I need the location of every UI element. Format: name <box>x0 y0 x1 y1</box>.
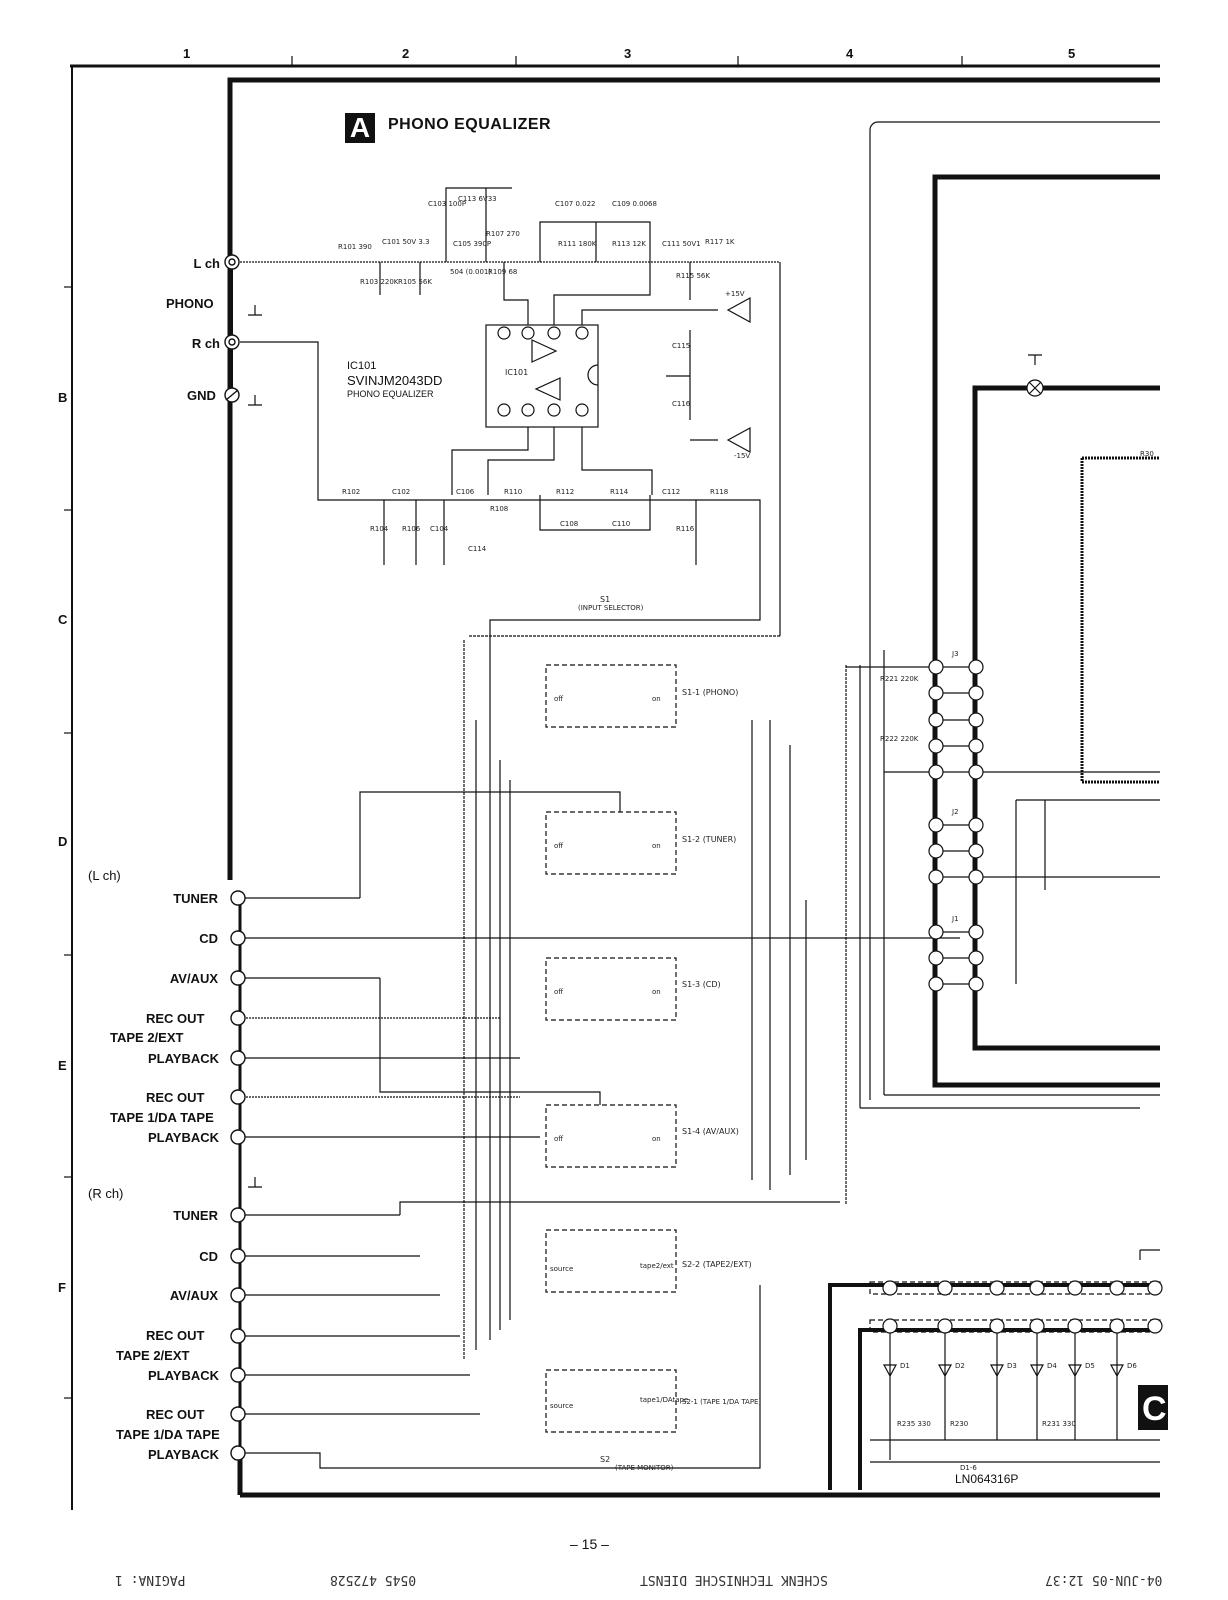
j2-label: J2 <box>952 808 959 816</box>
phono-rch-label: R ch <box>191 336 220 351</box>
footer-company: SCHENK TECHNISCHE DIENST <box>640 1572 828 1587</box>
lch-avaux: AV/AUX <box>169 971 218 986</box>
footer-phone: 0545 472528 <box>330 1572 417 1587</box>
led-d1: D1 <box>900 1362 910 1370</box>
rch-header: (R ch) <box>88 1186 124 1201</box>
s1-2-on: on <box>652 842 661 850</box>
c116-label: C116 <box>672 400 691 408</box>
gnd-label: GND <box>187 388 216 403</box>
lch-tape1da: TAPE 1/DA TAPE <box>110 1110 214 1125</box>
r107-label: R107 270 <box>486 230 520 238</box>
rch-avaux: AV/AUX <box>169 1288 218 1303</box>
corner-badge-letter: C <box>1142 1390 1167 1428</box>
r116-label: R116 <box>676 525 695 533</box>
grid-col-5: 5 <box>1068 46 1076 61</box>
r111-label: R111 180K <box>558 240 597 248</box>
r105-label: R105 56K <box>398 278 432 286</box>
s2-1-source: source <box>550 1402 574 1410</box>
r106-label: R106 <box>402 525 421 533</box>
c104-label: 504 (0.001) <box>450 268 492 276</box>
grid-row-b: B <box>58 390 68 405</box>
grid-col-3: 3 <box>624 46 632 61</box>
c113-label: C113 6V33 <box>458 195 497 203</box>
r117-label: R117 1K <box>705 238 735 246</box>
r101-label: R101 390 <box>338 243 372 251</box>
s1-4-label: S1-4 (AV/AUX) <box>682 1127 739 1136</box>
c107-label: C107 0.022 <box>555 200 596 208</box>
ic-ref: IC101 <box>347 360 377 372</box>
r103-label: R103 220K <box>360 278 399 286</box>
rch-playback-2: PLAYBACK <box>148 1447 220 1462</box>
rch-tuner: TUNER <box>173 1208 218 1223</box>
lch-playback-1: PLAYBACK <box>148 1051 220 1066</box>
lch-tuner: TUNER <box>173 891 218 906</box>
footer-timestamp: 04-JUN-05 12:37 <box>1045 1572 1163 1587</box>
r231-label: R231 330 <box>1042 1420 1076 1428</box>
r114-label: R114 <box>610 488 629 496</box>
footer-page: PAGINA: 1 <box>115 1572 186 1587</box>
grid-col-1: 1 <box>183 46 191 61</box>
ic-function: PHONO EQUALIZER <box>347 389 434 399</box>
c101-label: C101 50V 3.3 <box>382 238 430 246</box>
plus15-label: +15V <box>725 290 745 298</box>
s2-subtitle: (TAPE MONITOR) <box>615 1464 674 1472</box>
grid-row-d: D <box>58 834 68 849</box>
c105-label: C105 390P <box>453 240 492 248</box>
led-ref: D1-6 <box>960 1464 977 1472</box>
rch-tape2ext: TAPE 2/EXT <box>116 1348 190 1363</box>
led-part-number: LN064316P <box>955 1472 1019 1486</box>
grid-col-4: 4 <box>846 46 854 61</box>
ic-body-label: IC101 <box>505 368 529 377</box>
lch-header: (L ch) <box>88 868 121 883</box>
c110-label: C110 <box>612 520 631 528</box>
c114-label: C114 <box>468 545 487 553</box>
r108-label: R108 <box>490 505 509 513</box>
s1-2-off: off <box>554 842 564 850</box>
s1-1-on: on <box>652 695 661 703</box>
minus15-label: -15V <box>734 452 751 460</box>
led-d2: D2 <box>955 1362 965 1370</box>
r109-label: R109 68 <box>488 268 518 276</box>
r118-label: R118 <box>710 488 729 496</box>
grid-col-2: 2 <box>402 46 410 61</box>
rch-recout-1: REC OUT <box>146 1328 205 1343</box>
led-d4: D4 <box>1047 1362 1057 1370</box>
j3-label: J3 <box>952 650 959 658</box>
lch-playback-2: PLAYBACK <box>148 1130 220 1145</box>
grid-row-c: C <box>58 612 68 627</box>
r221-label: R221 220K <box>880 675 919 683</box>
r112-label: R112 <box>556 488 575 496</box>
phono-label: PHONO <box>166 296 214 311</box>
c106-label: C106 <box>456 488 475 496</box>
c115-label: C115 <box>672 342 691 350</box>
led-d6: D6 <box>1127 1362 1137 1370</box>
lch-recout-2: REC OUT <box>146 1090 205 1105</box>
s1-1-label: S1-1 (PHONO) <box>682 688 739 697</box>
lch-tape2ext: TAPE 2/EXT <box>110 1030 184 1045</box>
r102-label: R102 <box>342 488 361 496</box>
s2-2-source: source <box>550 1265 574 1273</box>
r30-label: R30 <box>1140 450 1154 458</box>
s1-3-on: on <box>652 988 661 996</box>
page-number: – 15 – <box>570 1536 609 1552</box>
lch-recout-1: REC OUT <box>146 1011 205 1026</box>
s2-title: S2 <box>600 1455 611 1464</box>
section-title: PHONO EQUALIZER <box>388 116 552 133</box>
r104-label: R104 <box>370 525 389 533</box>
ic-part: SVINJM2043DD <box>347 373 443 388</box>
s1-subtitle: (INPUT SELECTOR) <box>578 604 644 612</box>
s2-2-label: S2-2 (TAPE2/EXT) <box>682 1260 752 1269</box>
led-d3: D3 <box>1007 1362 1017 1370</box>
s2-2-tape2ext: tape2/ext <box>640 1262 674 1270</box>
r113-label: R113 12K <box>612 240 646 248</box>
grid-row-f: F <box>58 1280 66 1295</box>
phono-lch-label: L ch <box>193 256 220 271</box>
rch-cd: CD <box>199 1249 218 1264</box>
c111-label: C111 50V1 <box>662 240 701 248</box>
s1-2-label: S1-2 (TUNER) <box>682 835 737 844</box>
rch-recout-2: REC OUT <box>146 1407 205 1422</box>
c108-label: C108 <box>560 520 579 528</box>
r115-label: R115 56K <box>676 272 710 280</box>
c109-label: C109 0.0068 <box>612 200 657 208</box>
c102-label: C102 <box>392 488 411 496</box>
rch-playback-1: PLAYBACK <box>148 1368 220 1383</box>
c103-label: C103 100P <box>428 200 467 208</box>
s1-3-label: S1-3 (CD) <box>682 980 721 989</box>
c112-label: C112 <box>662 488 681 496</box>
j1-label: J1 <box>952 915 959 923</box>
r110-label: R110 <box>504 488 523 496</box>
s1-1-off: off <box>554 695 564 703</box>
r230-label: R230 <box>950 1420 969 1428</box>
s1-title: S1 <box>600 595 611 604</box>
s2-1-label: S2-1 (TAPE 1/DA TAPE) <box>682 1398 762 1406</box>
s1-3-off: off <box>554 988 564 996</box>
r222-label: R222 220K <box>880 735 919 743</box>
s1-4-on: on <box>652 1135 661 1143</box>
s1-4-off: off <box>554 1135 564 1143</box>
lch-cd: CD <box>199 931 218 946</box>
c104b-label: C104 <box>430 525 449 533</box>
grid-row-e: E <box>58 1058 67 1073</box>
r235-label: R235 330 <box>897 1420 931 1428</box>
section-letter-badge: A <box>345 113 375 143</box>
led-d5: D5 <box>1085 1362 1095 1370</box>
s2-1-tape1: tape1/DAtape <box>640 1396 689 1404</box>
rch-tape1da: TAPE 1/DA TAPE <box>116 1427 220 1442</box>
